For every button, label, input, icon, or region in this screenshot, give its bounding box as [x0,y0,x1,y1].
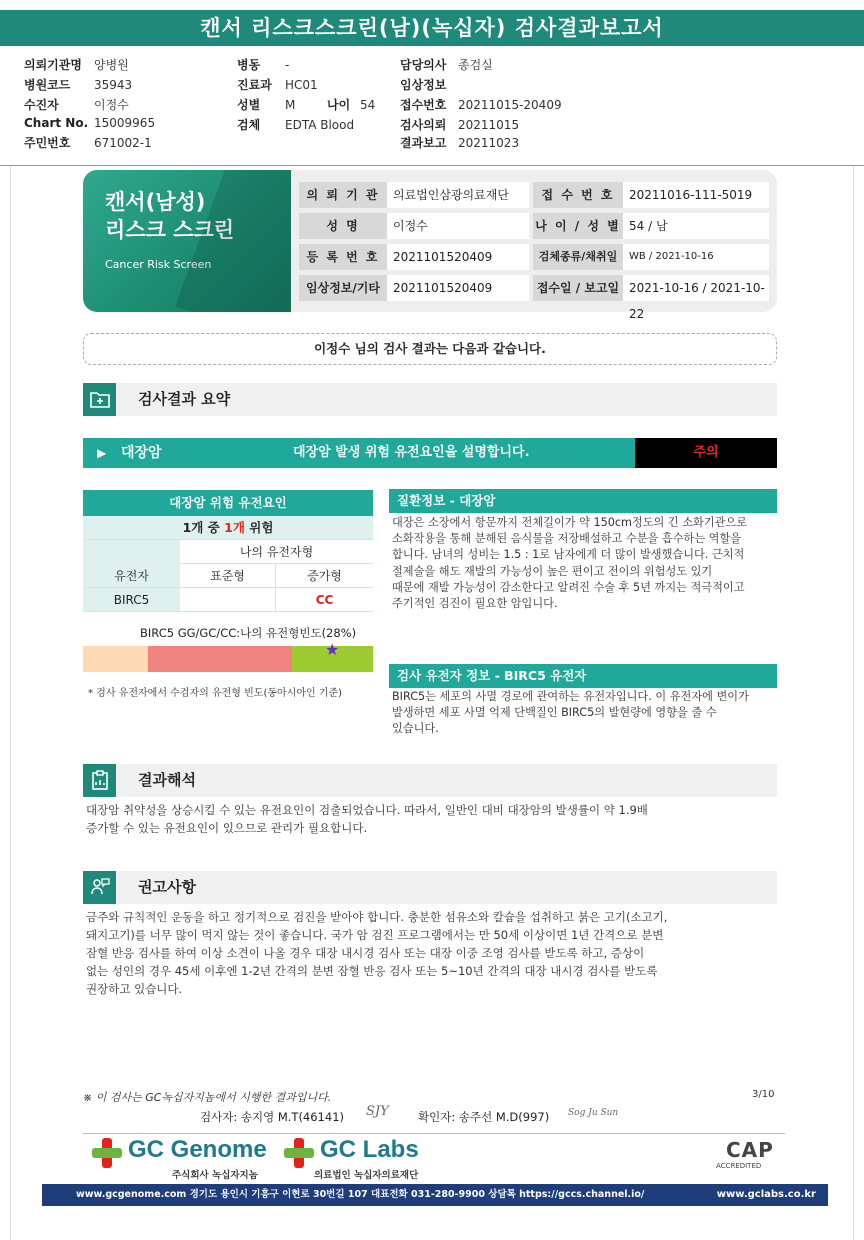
gene-table-title: 대장암 위험 유전요인 [83,490,373,516]
footer-website[interactable]: www.gclabs.co.kr [716,1189,816,1200]
clipboard-chart-icon [83,764,116,797]
gene-name: BIRC5 [83,588,180,612]
header-field: 담당의사 종검실 [400,58,493,72]
header-field: 결과보고 20211023 [400,136,520,150]
col-gene: 유전자 [83,564,180,588]
consult-person-icon [83,871,116,904]
report-header [0,0,864,166]
play-arrow-icon: ▶ [97,446,107,460]
gc-labs-logo: GC Labs [320,1136,419,1163]
frequency-segment-gg [83,646,148,672]
gene-info-title: 검사 유전자 정보 - BIRC5 유전자 [389,664,777,688]
frequency-segment-gc [148,646,292,672]
header-field: 나이 54 [327,98,376,112]
confirmer-info: 확인자: 송주선 M.D(997) [418,1110,550,1124]
col-standard: 표준형 [180,564,276,588]
info-value: 이정수 [387,213,529,239]
header-field: 검체 EDTA Blood [237,118,355,132]
gc-genome-logo: GC Genome [128,1136,267,1163]
gc-genome-subtitle: 주식회사 녹십자지놈 [172,1170,258,1181]
header-field: 수진자 이정수 [24,98,129,112]
increase-value: CC [276,588,373,612]
banner-english: Cancer Risk Screen [105,258,212,271]
info-label: 성 명 [299,213,387,239]
tester-info: 검사자: 송지영 M.T(46141) [200,1110,344,1124]
gene-risk-table [83,490,373,612]
banner-title-line1: 캔서(남성) [105,190,206,214]
disease-info-text: 대장은 소장에서 항문까지 전체길이가 약 150cm정도의 긴 소화기관으로 소화작용을 통해 분해된 음식물을 저장배설하고 수분을 흡수하는 역할을 합니다. 남녀의 성비는 1.5 : 1로 남자에게 더 많이 발생했습니다. 근치적 절제술을 해도 재발의 가능성이 높은 편이고 전이의 위험성도 있기 때문에 재발 가능성이 감소한다고 알려진 수술 후 5년 까지는 적극적이고 주기적인 검진이 필요한 암입니다. [392,516,748,611]
info-label: 임상정보/기타 [299,275,387,301]
result-bar [83,438,777,468]
cap-accredited-logo: CAP ACCREDITED [716,1138,774,1170]
info-value: 20211016-111-5019 [623,182,769,208]
report-title: 캔서 리스크스크린(남)(녹십자) 검사결과보고서 [0,10,864,46]
info-value: 2021101520409 [387,275,529,301]
info-value: WB / 2021-10-16 [623,244,769,270]
header-field: 임상정보 [400,78,447,92]
info-label: 의 뢰 기 관 [299,182,387,208]
recommendation-section-header [83,871,777,904]
gene-table-row [83,540,373,564]
gc-cross-icon [92,1138,122,1168]
footer-divider [83,1133,785,1134]
result-notice: 이정수 님의 검사 결과는 다음과 같습니다. [83,333,777,365]
info-value: 2021101520409 [387,244,529,270]
header-field: 병원코드 35943 [24,78,133,92]
footer-note: ※ 이 검사는 GC녹십자지놈에서 시행한 결과입니다. [83,1091,332,1104]
result-description: 대장암 발생 위험 유전요인을 설명합니다. [293,445,530,460]
header-field: Chart No. 15009965 [24,116,156,130]
my-genotype-header: 나의 유전자형 [180,540,373,564]
standard-value [180,588,276,612]
gene-info-text: BIRC5는 세포의 사멸 경로에 관여하는 유전자입니다. 이 유전자에 변이가 발생하면 세포 사멸 억제 단백질인 BIRC5의 발현량에 영향을 줄 수 있습니다. [392,690,749,736]
summary-section-header [83,383,777,416]
info-label: 나 이 / 성 별 [533,213,623,239]
tester-signature: SJY [366,1104,389,1119]
interpretation-section-header [83,764,777,797]
disease-info-title: 질환정보 - 대장암 [389,489,777,513]
info-value: 2021-10-16 / 2021-10-22 [623,275,769,301]
confirmer-signature: Sog Ju Sun [568,1108,619,1118]
section-title: 결과해석 [138,771,196,789]
info-label: 검체종류/채취일 [533,244,623,270]
gene-table-spacer [83,540,180,564]
section-title: 검사결과 요약 [138,390,231,408]
banner-title-line2: 리스크 스크린 [105,218,235,242]
page-number: 3/10 [752,1089,775,1100]
frequency-note: * 검사 유전자에서 수검자의 유전형 빈도(동아시아인 기준) [88,688,343,699]
info-label: 접수일 / 보고일 [533,275,623,301]
gc-cross-icon [284,1138,314,1168]
recommendation-text: 금주와 규칙적인 운동을 하고 정기적으로 검진을 받아야 합니다. 충분한 섬유소와 칼슘을 섭취하고 붉은 고기(소고기, 돼지고기)를 너무 많이 먹지 않는 것이 좋습니다. 국가 암 검진 프로그램에서는 만 50세 이상이면 1년 간격으로 분변 잠혈 반응 검사를 하여 이상 소견이 나올 경우 대장 내시경 검사 또는 대장 이중 조영 검사를 받도록 하고, 증상이 없는 성인의 경우 45세 이후엔 1-2년 간격의 분변 잠혈 반응 검사 또는 5~10년 간격의 대장 내시경 검사를 받도록 권장하고 있습니다. [86,910,668,996]
info-label: 등 록 번 호 [299,244,387,270]
header-field: 의뢰기관명 양병원 [24,58,129,72]
gene-count-row [83,516,373,540]
header-field: 병동 - [237,58,290,72]
info-value: 의료법인삼광의료재단 [387,182,529,208]
header-field: 접수번호 20211015-20409 [400,98,562,112]
header-field: 성별 M [237,98,296,112]
gene-table-header-row [83,564,373,588]
header-field: 주민번호 671002-1 [24,136,152,150]
gc-labs-subtitle: 의료법인 녹십자의료재단 [314,1170,419,1181]
info-value: 54 / 남 [623,213,769,239]
footer-address[interactable]: www.gcgenome.com 경기도 용인시 기흥구 이현로 30번길 107 대표전화 031-280-9900 상담톡 https://gccs.channel.io/ [76,1189,645,1200]
col-increase: 증가형 [276,564,373,588]
footer-contact-bar [42,1184,828,1206]
disease-name: 대장암 [121,445,162,461]
header-field: 진료과 HC01 [237,78,318,92]
gene-table-row [83,588,373,612]
section-title: 권고사항 [138,878,196,896]
my-genotype-star-icon: ★ [325,640,340,659]
test-banner [83,170,291,312]
status-badge: 주의 [635,438,777,468]
info-label: 접 수 번 호 [533,182,623,208]
patient-info-table [291,170,777,321]
gene-count: 1개 중 1개 위험 [83,516,373,540]
frequency-label: BIRC5 GG/GC/CC:나의 유전형빈도(28%) [140,626,357,640]
interpretation-text: 대장암 취약성을 상승시킬 수 있는 유전요인이 검출되었습니다. 따라서, 일반인 대비 대장암의 발생률이 약 1.9배 증가할 수 있는 유전요인이 있으므로 관리가 필요합니다. [86,803,648,835]
folder-plus-icon [83,383,116,416]
header-field: 검사의뢰 20211015 [400,118,520,132]
